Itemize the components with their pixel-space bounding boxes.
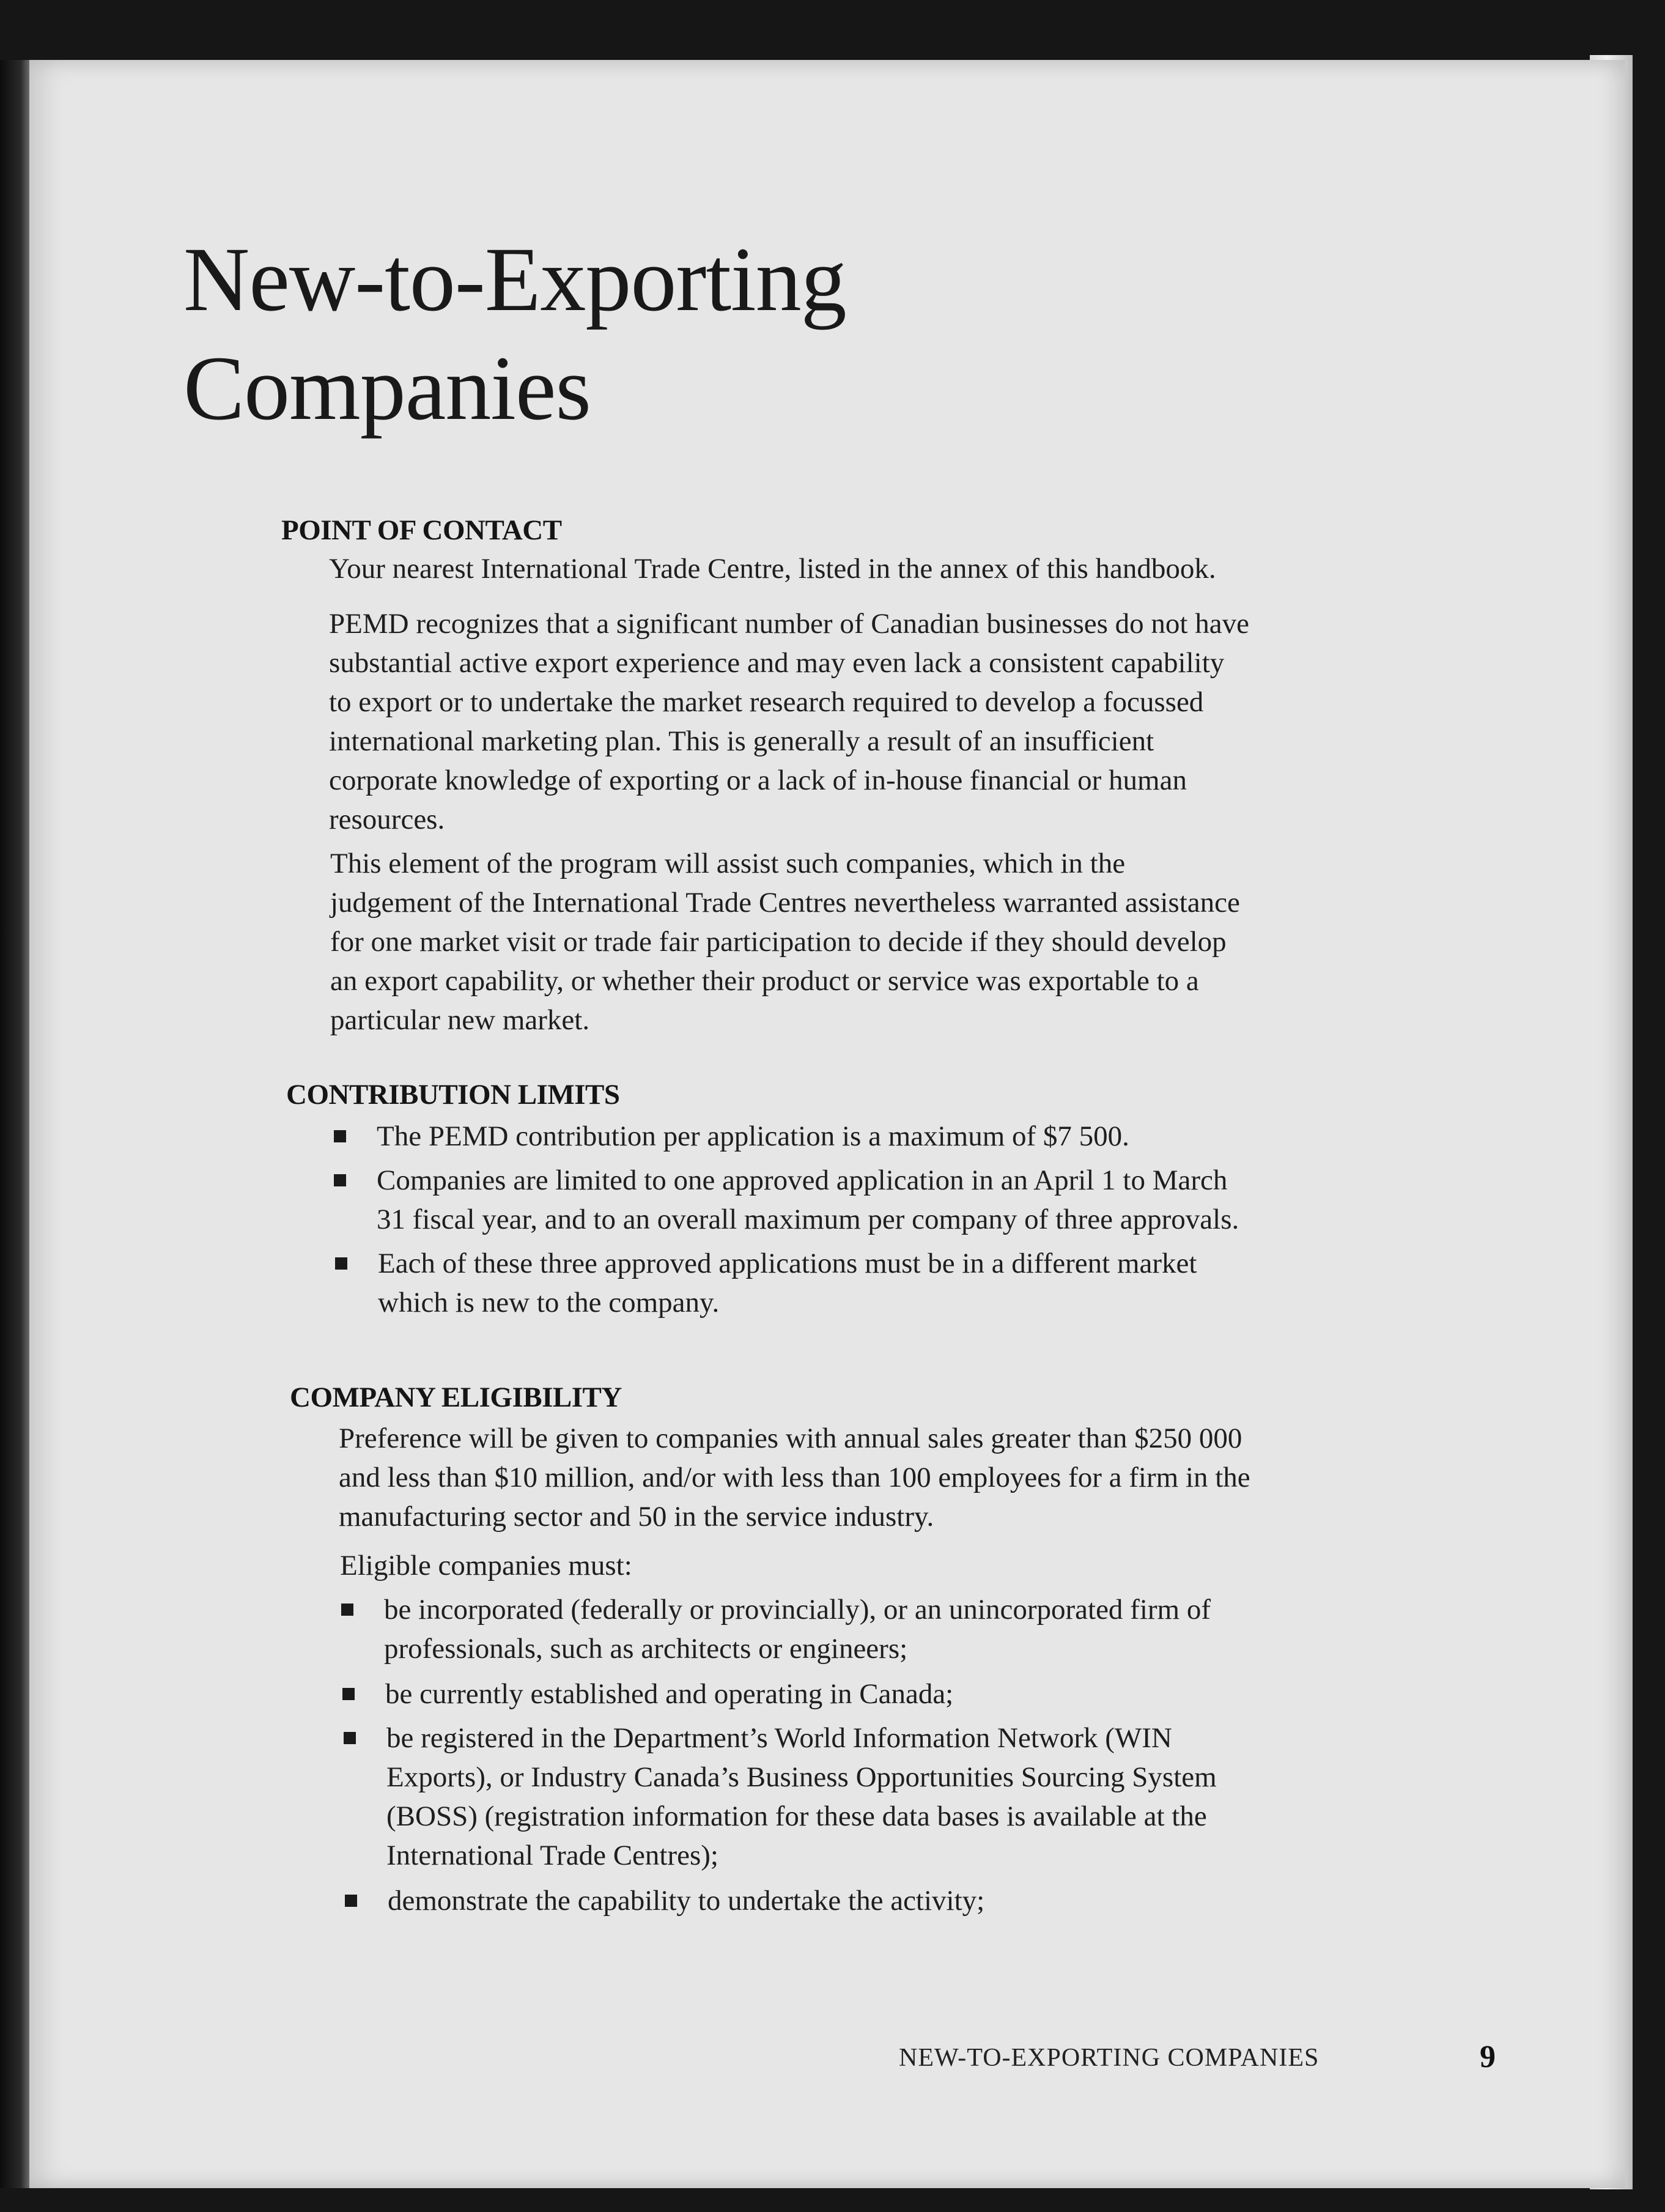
bullet-icon (334, 1130, 346, 1142)
text-line: Exports), or Industry Canada’s Business Opportunities Sourcing System (386, 1761, 1217, 1793)
text-line: an export capability, or whether their product or service was exportable to a (330, 965, 1199, 997)
title-line: Companies (183, 338, 591, 439)
title-line: New-to-Exporting (183, 229, 846, 330)
heading-contribution-limits: CONTRIBUTION LIMITS (286, 1079, 620, 1111)
text-line: which is new to the company. (378, 1287, 720, 1319)
text-line: be incorporated (federally or provincially), or an unincorporated firm of (384, 1594, 1211, 1626)
text-line: judgement of the International Trade Centres nevertheless warranted assistance (330, 887, 1240, 919)
text-line: Preference will be given to companies with annual sales greater than $250 000 (339, 1422, 1242, 1454)
text-line: demonstrate the capability to undertake the activity; (388, 1885, 985, 1917)
bullet-icon (341, 1604, 353, 1616)
text-line: Your nearest International Trade Centre, listed in the annex of this handbook. (329, 553, 1216, 585)
text-line: International Trade Centres); (386, 1840, 718, 1871)
text-line: (BOSS) (registration information for these data bases is available at the (386, 1800, 1207, 1832)
running-footer: NEW-TO-EXPORTING COMPANIES (899, 2044, 1320, 2072)
bullet-icon (342, 1688, 355, 1700)
text-line: particular new market. (330, 1004, 590, 1036)
text-line: professionals, such as architects or engineers; (384, 1633, 908, 1665)
bullet-icon (335, 1257, 347, 1270)
bullet-icon (344, 1732, 356, 1744)
text-line: Each of these three approved applications must be in a different market (378, 1248, 1197, 1279)
text-line: PEMD recognizes that a significant number of Canadian businesses do not have (329, 608, 1249, 640)
text-line: to export or to undertake the market research required to develop a focussed (329, 686, 1204, 718)
text-line: for one market visit or trade fair participation to decide if they should develop (330, 926, 1227, 958)
heading-point-of-contact: POINT OF CONTACT (281, 514, 562, 546)
text-line: corporate knowledge of exporting or a lack of in-house financial or human (329, 764, 1187, 796)
text-line: Eligible companies must: (340, 1550, 632, 1581)
program-paragraph (330, 844, 1240, 1040)
text-line: 31 fiscal year, and to an overall maximum per company of three approvals. (377, 1204, 1239, 1235)
intro-paragraph (329, 604, 1249, 839)
text-line: manufacturing sector and 50 in the service industry. (339, 1501, 934, 1533)
contact-paragraph (329, 549, 1216, 588)
text-line: be currently established and operating in Canada; (385, 1678, 954, 1710)
page-number: 9 (1480, 2040, 1496, 2074)
text-line: resources. (329, 804, 445, 835)
heading-company-eligibility: COMPANY ELIGIBILITY (290, 1382, 622, 1413)
eligible-intro (340, 1546, 632, 1585)
bullet-icon (334, 1174, 346, 1186)
text-line: The PEMD contribution per application is a maximum of $7 500. (377, 1120, 1129, 1152)
page-title (183, 225, 846, 443)
text-line: international marketing plan. This is generally a result of an insufficient (329, 725, 1154, 757)
document-page (29, 60, 1625, 2188)
text-line: substantial active export experience and may even lack a consistent capability (329, 647, 1225, 679)
bullet-icon (345, 1895, 357, 1907)
text-line: be registered in the Department’s World Information Network (WIN (386, 1722, 1172, 1754)
text-line: Companies are limited to one approved application in an April 1 to March (377, 1164, 1228, 1196)
preference-paragraph (339, 1419, 1250, 1536)
book-gutter (0, 60, 29, 2188)
text-line: This element of the program will assist such companies, which in the (330, 848, 1126, 879)
text-line: and less than $10 million, and/or with less than 100 employees for a firm in the (339, 1462, 1250, 1493)
